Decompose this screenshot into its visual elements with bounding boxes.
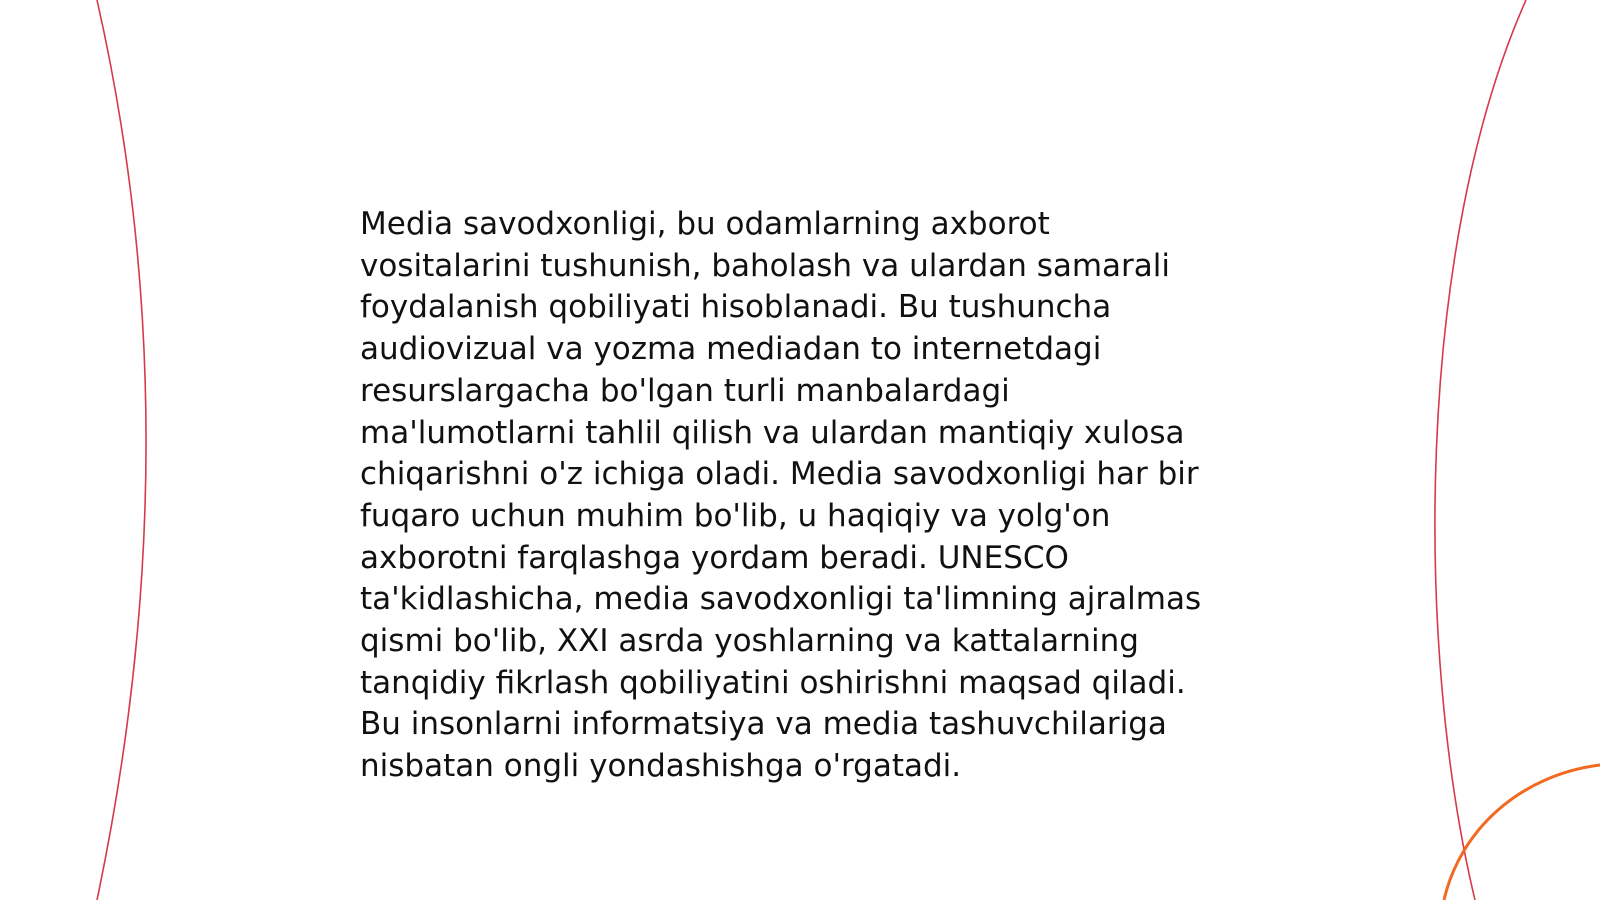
body-text: Media savodxonligi, bu odamlarning axborot vositalarini tushunish, baholash va ulardan samarali foydalanish qobiliyati hisoblanadi. Bu tushuncha audiovizual va yozma mediadan to internetdagi resurslargacha bo'lgan turli manbalardagi ma'lumotlarni tahlil qilish va ulardan mantiqiy xulosa chiqarishni o'z ichiga oladi. Media savodxonligi har bir fuqaro uchun muhim bo'lib, u haqiqiy va yolg'on axborotni farqlashga yordam beradi. UNESCO ta'kidlashicha, media savodxonligi ta'limning ajralmas qismi bo'lib, XXI asrda yoshlarning va kattalarning tanqidiy fikrlash qobiliyatini oshirishni maqsad qiladi. Bu insonlarni informatsiya va media tashuvchilariga nisbatan ongli yondashishga o'rgatadi. [360,206,1202,785]
right-curve [1435,0,1526,900]
left-curve [97,0,146,900]
orange-arc [1444,765,1600,900]
